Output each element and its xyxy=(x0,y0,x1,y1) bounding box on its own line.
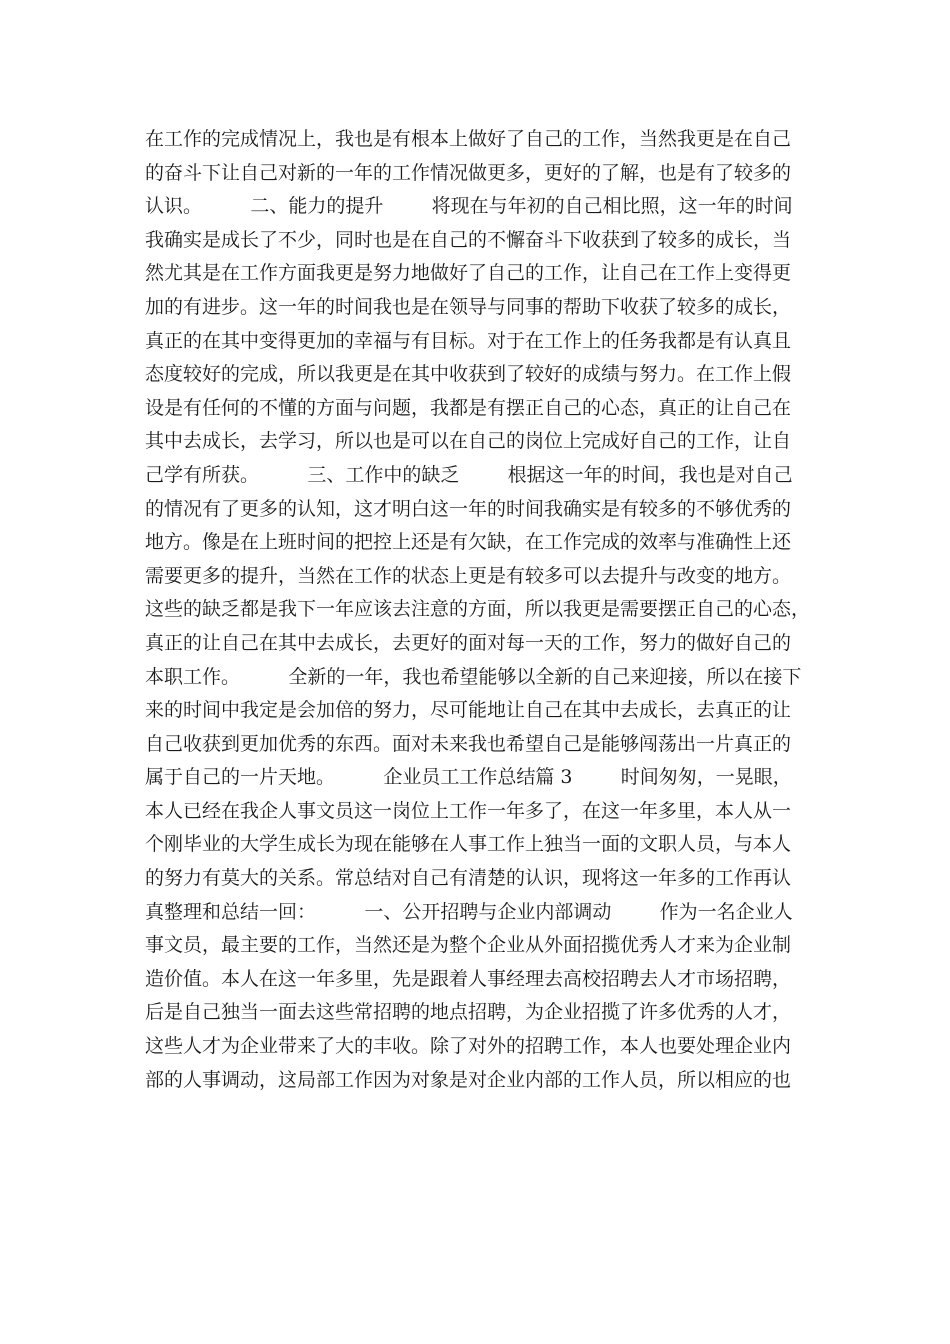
text-line: 地方。像是在上班时间的把控上还是有欠缺，在工作完成的效率与准确性上还 xyxy=(145,531,792,554)
text-line: 属于自己的一片天地。 企业员工工作总结篇 3 时间匆匆，一晃眼， xyxy=(145,766,792,789)
text-line: 造价值。本人在这一年多里，先是跟着人事经理去高校招聘去人才市场招聘， xyxy=(145,967,792,990)
text-line: 真正的让自己在其中去成长，去更好的面对每一天的工作，努力的做好自己的 xyxy=(145,631,792,654)
text-line: 本职工作。 全新的一年，我也希望能够以全新的自己来迎接，所以在接下 xyxy=(145,665,802,688)
text-line: 自己收获到更加优秀的东西。面对未来我也希望自己是能够闯荡出一片真正的 xyxy=(145,732,792,755)
text-line: 的奋斗下让自己对新的一年的工作情况做更多，更好的了解，也是有了较多的 xyxy=(145,161,792,184)
text-line: 部的人事调动，这局部工作因为对象是对企业内部的工作人员，所以相应的也 xyxy=(145,1068,792,1091)
text-line: 来的时间中我定是会加倍的努力，尽可能地让自己在其中去成长，去真正的让 xyxy=(145,699,792,722)
text-line: 加的有进步。这一年的时间我也是在领导与同事的帮助下收获了较多的成长， xyxy=(145,295,792,318)
text-line: 在工作的完成情况上，我也是有根本上做好了自己的工作，当然我更是在自己 xyxy=(145,128,792,150)
text-line: 的努力有莫大的关系。常总结对自己有清楚的认识，现将这一年多的工作再认 xyxy=(145,867,792,890)
text-line: 然尤其是在工作方面我更是努力地做好了自己的工作，让自己在工作上变得更 xyxy=(145,262,792,285)
text-line: 设是有任何的不懂的方面与问题，我都是有摆正自己的心态，真正的让自己在 xyxy=(145,396,792,419)
text-line: 其中去成长，去学习，所以也是可以在自己的岗位上完成好自己的工作，让自 xyxy=(145,430,792,453)
text-line: 后是自己独当一面去这些常招聘的地点招聘，为企业招揽了许多优秀的人才， xyxy=(145,1001,792,1024)
text-line: 事文员，最主要的工作，当然还是为整个企业从外面招揽优秀人才来为企业制 xyxy=(145,934,792,957)
text-line: 认识。 二、能力的提升 将现在与年初的自己相比照，这一年的时间 xyxy=(145,195,793,218)
text-line: 态度较好的完成，所以我更是在其中收获到了较好的成绩与努力。在工作上假 xyxy=(145,363,792,386)
text-line: 本人已经在我企人事文员这一岗位上工作一年多了，在这一年多里，本人从一 xyxy=(145,799,792,822)
text-line: 己学有所获。 三、工作中的缺乏 根据这一年的时间，我也是对自己 xyxy=(145,463,793,486)
text-line: 需要更多的提升，当然在工作的状态上更是有较多可以去提升与改变的地方。 xyxy=(145,564,792,587)
text-line: 的情况有了更多的认知，这才明白这一年的时间我确实是有较多的不够优秀的 xyxy=(145,497,792,520)
body-text xyxy=(145,123,825,1097)
text-line: 我确实是成长了不少，同时也是在自己的不懈奋斗下收获到了较多的成长，当 xyxy=(145,228,792,251)
text-line: 这些的缺乏都是我下一年应该去注意的方面，所以我更是需要摆正自己的心态， xyxy=(145,598,811,621)
text-line: 个刚毕业的大学生成长为现在能够在人事工作上独当一面的文职人员，与本人 xyxy=(145,833,792,856)
text-line: 这些人才为企业带来了大的丰收。除了对外的招聘工作，本人也要处理企业内 xyxy=(145,1035,792,1058)
text-line: 真整理和总结一回： 一、公开招聘与企业内部调动 作为一名企业人 xyxy=(145,900,793,923)
text-line: 真正的在其中变得更加的幸福与有目标。对于在工作上的任务我都是有认真且 xyxy=(145,329,792,352)
